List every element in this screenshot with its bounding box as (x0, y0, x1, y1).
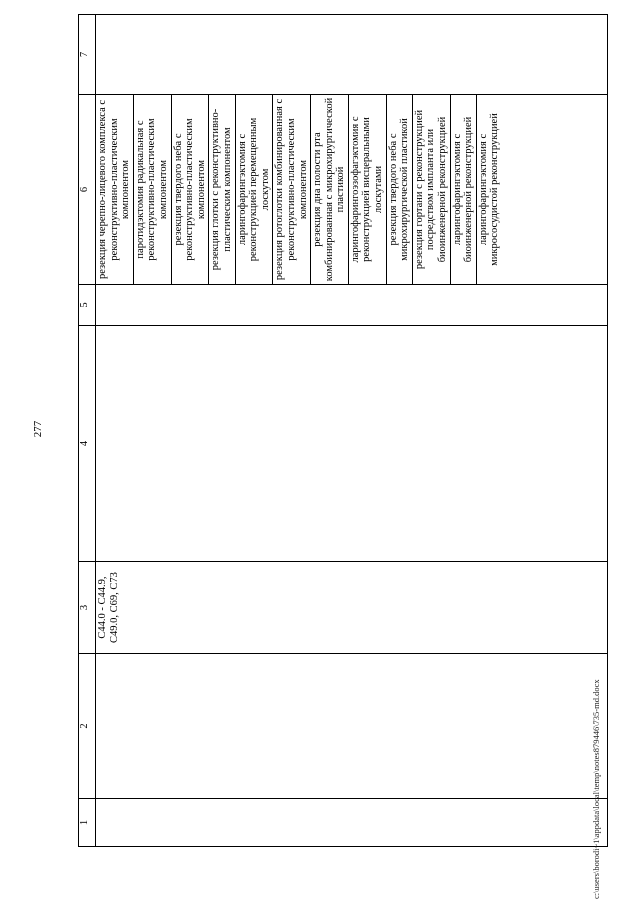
procedure-item: ларингофарингоэзофагэктомия с реконструкцией висцеральными лоскутами (348, 95, 386, 284)
procedure-item: ларингофарингэктомия с биоинженерной реконструкцией (450, 95, 476, 284)
header-cell-2: 2 (79, 654, 96, 799)
cell-procedures (96, 95, 608, 285)
procedure-item: ларингофарингэктомия с микрососудистой реконструкцией (476, 95, 502, 284)
procedures-list (96, 95, 502, 284)
cell-col4 (96, 326, 608, 562)
cell-col5 (96, 285, 608, 326)
header-cell-1: 1 (79, 799, 96, 847)
cell-col7 (96, 15, 608, 95)
procedure-item: резекция твердого неба с реконструктивно-пластическим компонентом (171, 95, 209, 284)
procedure-item: резекция глотки с реконструктивно-пластическим компонентом (208, 95, 234, 284)
procedure-item: ларингофарингэктомия с реконструкцией перемещенным лоскутом (235, 95, 273, 284)
header-cell-7: 7 (79, 15, 96, 95)
footer-file-path: c:\users\borodi~1\appdata\local\temp\notes879446\735-md.docx (591, 679, 601, 899)
page-number: 277 (32, 420, 44, 438)
header-cell-3: 3 (79, 562, 96, 654)
header-cell-6: 6 (79, 95, 96, 285)
procedure-item: паротидэктомия радикальная с реконструктивно-пластическим компонентом (133, 95, 171, 284)
cell-col2 (96, 654, 608, 799)
header-row (79, 15, 96, 847)
header-cell-4: 4 (79, 326, 96, 562)
header-cell-5: 5 (79, 285, 96, 326)
table-row (96, 15, 608, 847)
procedure-item: резекция черепно-лицевого комплекса с реконструктивно-пластическим компонентом (97, 99, 132, 280)
procedures-table (78, 14, 608, 847)
procedure-item: резекция дна полости рта комбинированная с микрохирургической пластикой (310, 95, 348, 284)
procedure-item: резекция ротоглотки комбинированная с реконструктивно-пластическим компонентом (272, 95, 310, 284)
rotated-table-container (78, 15, 608, 847)
icd-codes-text: C44.0 - C44.9, C49.0, C69, C73 (97, 572, 120, 643)
procedure-item: резекция твердого неба с микрохирургической пластикой (386, 95, 412, 284)
cell-col1 (96, 799, 608, 847)
procedure-item: резекция гортани с реконструкцией посредством импланта или биоинженерной реконструкцией (412, 95, 450, 284)
cell-icd-codes (96, 562, 608, 654)
